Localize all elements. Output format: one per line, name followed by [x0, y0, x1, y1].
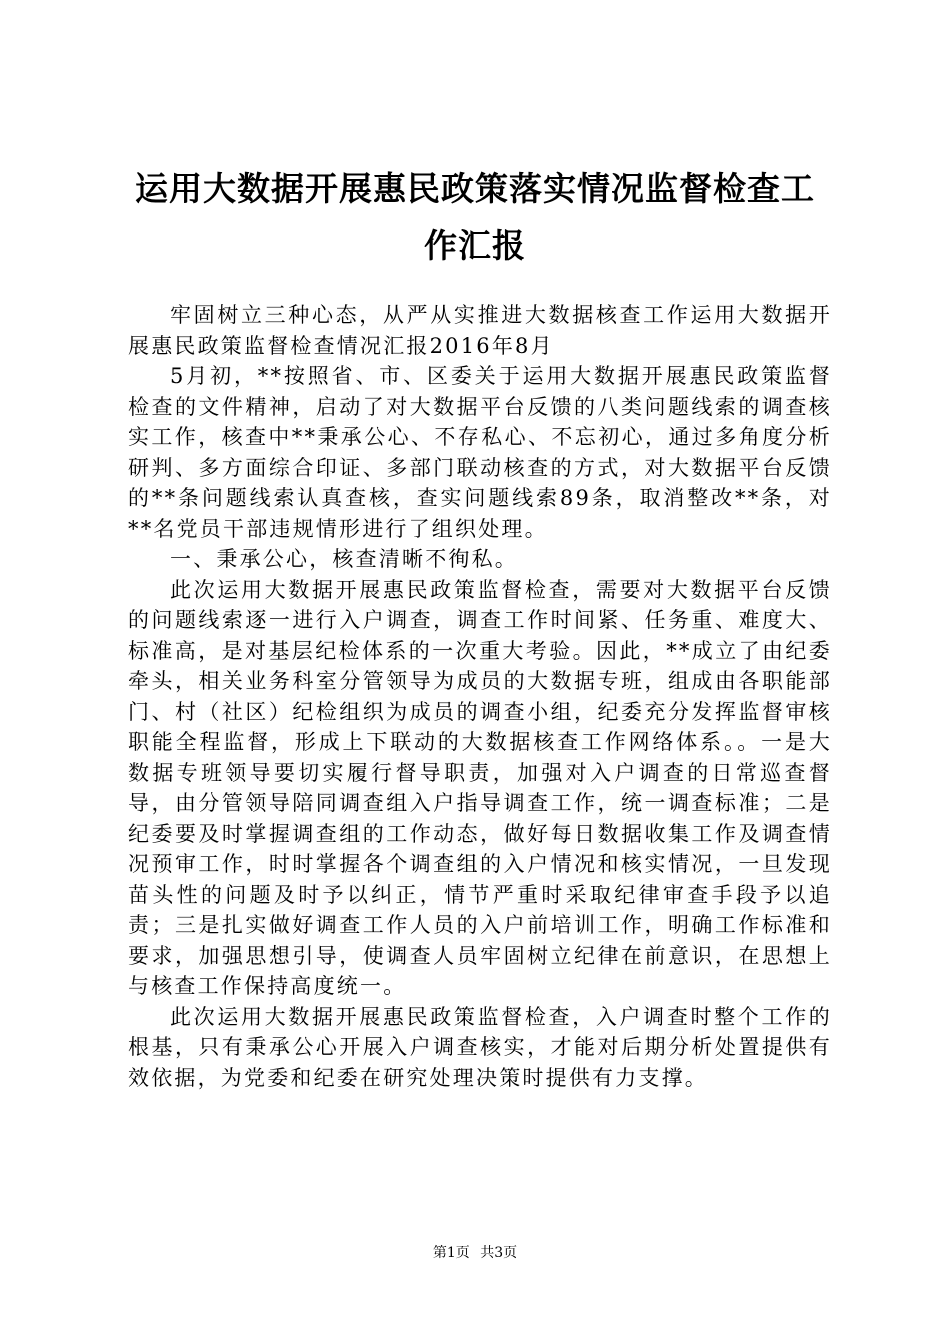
paragraph-intro: 牢固树立三种心态，从严从实推进大数据核查工作运用大数据开展惠民政策监督检查情况汇报2016年8月	[128, 303, 832, 358]
page-total: 共3页	[480, 1245, 518, 1261]
page-number: 第1页	[432, 1245, 470, 1261]
paragraph-section-1: 此次运用大数据开展惠民政策监督检查，需要对大数据平台反馈的问题线索逐一进行入户调查，调查工作时间紧、任务重、难度大、标准高，是对基层纪检体系的一次重大考验。因此，**成立了由纪委牵头，相关业务科室分管领导为成员的大数据专班，组成由各职能部门、村（社区）纪检组织为成员的调查小组，纪委充分发挥监督审核职能全程监督，形成上下联动的大数据核查工作网络体系。。一是大数据专班领导要切实履行督导职责，加强对入户调查的日常巡查督导，由分管领导陪同调查组入户指导调查工作，统一调查标准；二是纪委要及时掌握调查组的工作动态，做好每日数据收集工作及调查情况预审工作，时时掌握各个调查组的入户情况和核实情况，一旦发现苗头性的问题及时予以纠正，情节严重时采取纪律审查手段予以追责；三是扎实做好调查工作人员的入户前培训工作，明确工作标准和要求，加强思想引导，使调查人员牢固树立纪律在前意识，在思想上与核查工作保持高度统一。	[128, 577, 832, 998]
document-body	[128, 300, 832, 1093]
document-title: 运用大数据开展惠民政策落实情况监督检查工作汇报	[135, 169, 815, 265]
page-footer	[0, 1243, 950, 1263]
section-heading-1: 一、秉承公心，核查清晰不徇私。	[170, 547, 518, 571]
paragraph-conclusion: 此次运用大数据开展惠民政策监督检查，入户调查时整个工作的根基，只有秉承公心开展入户调查核实，才能对后期分析处置提供有效依据，为党委和纪委在研究处理决策时提供有力支撑。	[128, 1004, 832, 1090]
paragraph-overview: 5月初，**按照省、市、区委关于运用大数据开展惠民政策监督检查的文件精神，启动了对大数据平台反馈的八类问题线索的调查核实工作，核查中**秉承公心、不存私心、不忘初心，通过多角度分析研判、多方面综合印证、多部门联动核查的方式，对大数据平台反馈的**条问题线索认真查核，查实问题线索89条，取消整改**条，对**名党员干部违规情形进行了组织处理。	[128, 364, 832, 541]
